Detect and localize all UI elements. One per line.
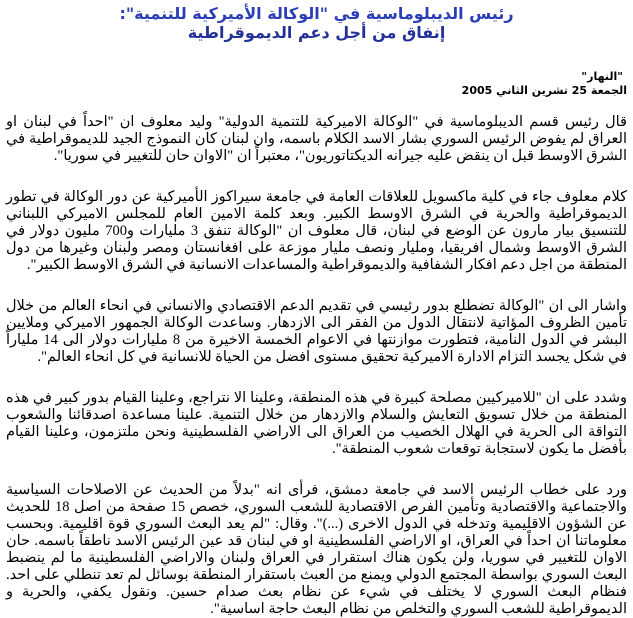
paragraph-5: ورد على خطاب الرئيس الاسد في جامعة دمشق، فرأى انه "بدلاً من الحديث عن الاصلاحات السياسية والاجتماعية والاقتصادية وتأمين الفرص الاقتصادية للشعب السوري، خصص 15 صفحة من اصل 18 للحديث عن الشؤون الاقليمية وتدخله في الدول الاخرى (...)". وقال: "لم يعد البعث السوري قوة اقليمية. وبحسب معلوماتنا ان احداً في العراق، او الاراضي الفلسطينية او في لبنان قد عين الرئيس الاسد ناطقاً باسمه. حان الاوان للتغيير في سوريا، ولن يكون هناك استقرار في العراق ولبنان والاراضي الفلسطينية ما لم ينضبط البعث السوري بواسطة المجتمع الدولي ويمنع من العبث باستقرار المنطقة بوسائل لم تعد تنطلي على احد. فنظام البعث السوري لا يختلف في شيء عن نظام بعث صدام حسين. ونقول يكفي، والحرية و الديموقراطية للشعب السوري والتخلص من نظام البعث حاجة اساسية". — [6, 482, 627, 617]
article-body — [6, 114, 627, 618]
paragraph-4: وشدد على ان "للاميركيين مصلحة كبيرة في هذه المنطقة، وعلينا الا نتراجع، وعلينا القيام بدور كبير في هذه المنطقة من خلال تسويق التعايش والسلام والازدهار من خلال التنمية. علينا مساعدة اصدقائنا والشعوب التواقة الى الحرية في الهلال الخصيب من العراق الى الاراضي الفلسطينية ونحن ملتزمون، وعلينا القيام بأفضل ما يكون لاستجابة توقعات شعوب المنطقة". — [6, 390, 627, 457]
paragraph-2: كلام معلوف جاء في كلية ماكسويل للعلاقات العامة في جامعة سيراكوز الأميركية عن دور الوكالة في تطور الديموقراطية والحرية في الشرق الاوسط الكبير. وبعد كلمة الامين العام للمجلس الاميركي اللبناني للتنسيق بيار مارون عن الوضع في لبنان، قال معلوف ان "الوكالة تنفق 3 مليارات و700 مليون دولار في الشرق الاوسط وشمال افريقيا، ومليار ونصف مليار موزعة على افغانستان ومصر ولبنان وغيرها من دول المنطقة من اجل دعم افكار الشفافية والديموقراطية والمساعدات الانسانية في الشرق الاوسط الكبير". — [6, 189, 628, 273]
article-source: "النهار" — [581, 70, 623, 83]
article-headline — [6, 4, 627, 42]
headline-line-1: رئيس الديبلوماسية في "الوكالة الأميركية للتنمية": — [119, 4, 514, 23]
article-meta — [6, 70, 627, 98]
paragraph-1: قال رئيس قسم الديبلوماسية في "الوكالة الاميركية للتنمية الدولية" وليد معلوف ان "احداً في لبنان او العراق لم يفوض الرئيس السوري بشار الاسد الكلام باسمه، وان لبنان كان النموذج الجيد للديموقراطية في الشرق الاوسط قبل ان ينقض عليه جيرانه الديكتاتوريون"، معتبراً ان "الاوان حان للتغيير في سوريا". — [6, 114, 627, 164]
article-date: الجمعة 25 تشرين الثاني 2005 — [461, 84, 627, 97]
headline-line-2: إنفاق من أجل دعم الديموقراطية — [187, 23, 446, 42]
paragraph-3: واشار الى ان "الوكالة تضطلع بدور رئيسي في تقديم الدعم الاقتصادي والانساني في انحاء العالم من خلال تأمين الظروف المؤاتية لانتقال الدول من الفقر الى الازدهار. وساعدت الوكالة الجمهور الاميركي وملايين البشر في الدول النامية، فتطورت موازنتها في الاعوام الخمسة الاخيرة من 8 مليارات دولار الى 14 ملياراً في شكل يجسد التزام الادارة الاميركية تحقيق مستوى افضل من الحياة للانسانية في كل انحاء العالم". — [6, 298, 627, 365]
